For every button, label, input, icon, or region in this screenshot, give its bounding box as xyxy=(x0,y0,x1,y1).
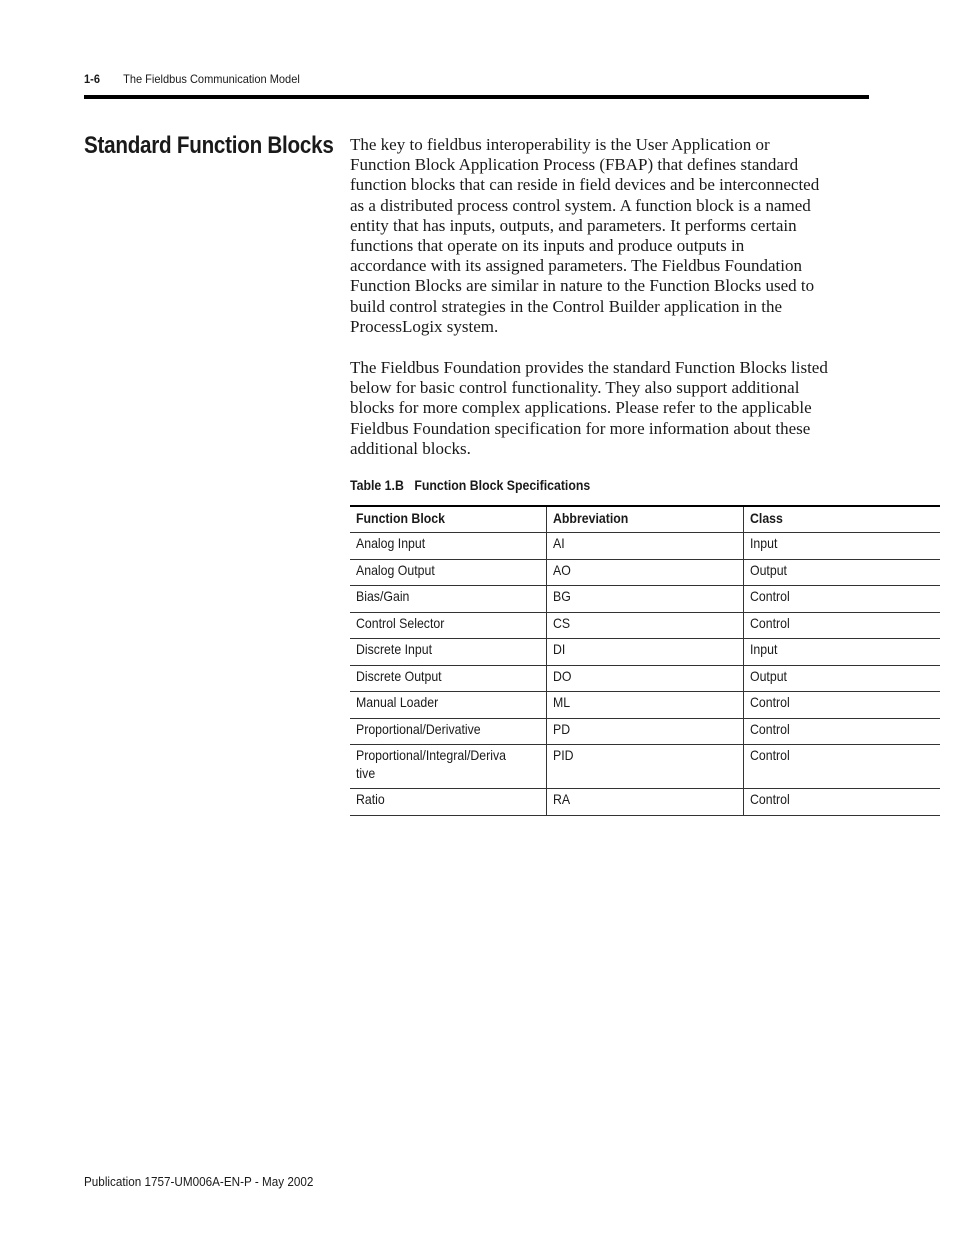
table-row xyxy=(350,718,940,745)
function-block-table xyxy=(350,505,940,816)
cell-abbreviation: AO xyxy=(547,559,744,586)
cell-class: Control xyxy=(744,718,941,745)
cell-abbreviation: ML xyxy=(547,692,744,719)
cell-class: Control xyxy=(744,745,941,789)
cell-function-block: Analog Output xyxy=(350,559,547,586)
table-row xyxy=(350,612,940,639)
cell-abbreviation: DO xyxy=(547,665,744,692)
column-header-class: Class xyxy=(744,506,941,533)
cell-class: Output xyxy=(744,559,941,586)
cell-function-block: Proportional/Integral/Deriva tive xyxy=(350,745,547,789)
cell-function-block: Proportional/Derivative xyxy=(350,718,547,745)
table-caption xyxy=(350,477,590,493)
table-row xyxy=(350,692,940,719)
page-number: 1-6 xyxy=(84,72,100,86)
table-row xyxy=(350,789,940,816)
chapter-title: The Fieldbus Communication Model xyxy=(123,72,300,86)
page-header xyxy=(84,72,300,86)
cell-class: Input xyxy=(744,639,941,666)
body-paragraph-2: The Fieldbus Foundation provides the standard Function Blocks listed below for basic control functionality. They also support additional blocks for more complex applications. Please refer to the applicable Fieldbus Foundation specification for more information about these additional blocks. xyxy=(350,358,828,458)
table-caption-title: Function Block Specifications xyxy=(414,477,591,493)
cell-class: Control xyxy=(744,692,941,719)
column-header-abbreviation: Abbreviation xyxy=(547,506,744,533)
table-row xyxy=(350,586,940,613)
table-row xyxy=(350,559,940,586)
body-paragraph-1: The key to fieldbus interoperability is the User Application or Function Block Application Process (FBAP) that defines standard function blocks that can reside in field devices and be interconnected as a distributed process control system. A function block is a named entity that has inputs, outputs, and parameters. It performs certain functions that operate on its inputs and produce outputs in accordance with its assigned parameters. The Fieldbus Foundation Function Blocks are similar in nature to the Function Blocks used to build control strategies in the Control Builder application in the ProcessLogix system. xyxy=(350,135,820,336)
section-title: Standard Function Blocks xyxy=(84,132,334,159)
cell-class: Output xyxy=(744,665,941,692)
cell-abbreviation: RA xyxy=(547,789,744,816)
table-row xyxy=(350,533,940,560)
cell-function-block: Bias/Gain xyxy=(350,586,547,613)
cell-function-block: Ratio xyxy=(350,789,547,816)
page-footer: Publication 1757-UM006A-EN-P - May 2002 xyxy=(84,1174,314,1189)
table-caption-label: Table 1.B xyxy=(350,477,404,493)
cell-abbreviation: CS xyxy=(547,612,744,639)
cell-function-block: Manual Loader xyxy=(350,692,547,719)
header-rule xyxy=(84,95,869,99)
cell-abbreviation: BG xyxy=(547,586,744,613)
cell-function-block: Analog Input xyxy=(350,533,547,560)
table-row xyxy=(350,745,940,789)
table-row xyxy=(350,639,940,666)
cell-abbreviation: DI xyxy=(547,639,744,666)
table-header-row xyxy=(350,506,940,533)
cell-class: Input xyxy=(744,533,941,560)
cell-function-block: Discrete Output xyxy=(350,665,547,692)
cell-abbreviation: PID xyxy=(547,745,744,789)
cell-class: Control xyxy=(744,612,941,639)
table-row xyxy=(350,665,940,692)
column-header-function-block: Function Block xyxy=(350,506,547,533)
cell-function-block: Discrete Input xyxy=(350,639,547,666)
cell-abbreviation: PD xyxy=(547,718,744,745)
cell-class: Control xyxy=(744,789,941,816)
cell-class: Control xyxy=(744,586,941,613)
cell-function-block: Control Selector xyxy=(350,612,547,639)
cell-abbreviation: AI xyxy=(547,533,744,560)
